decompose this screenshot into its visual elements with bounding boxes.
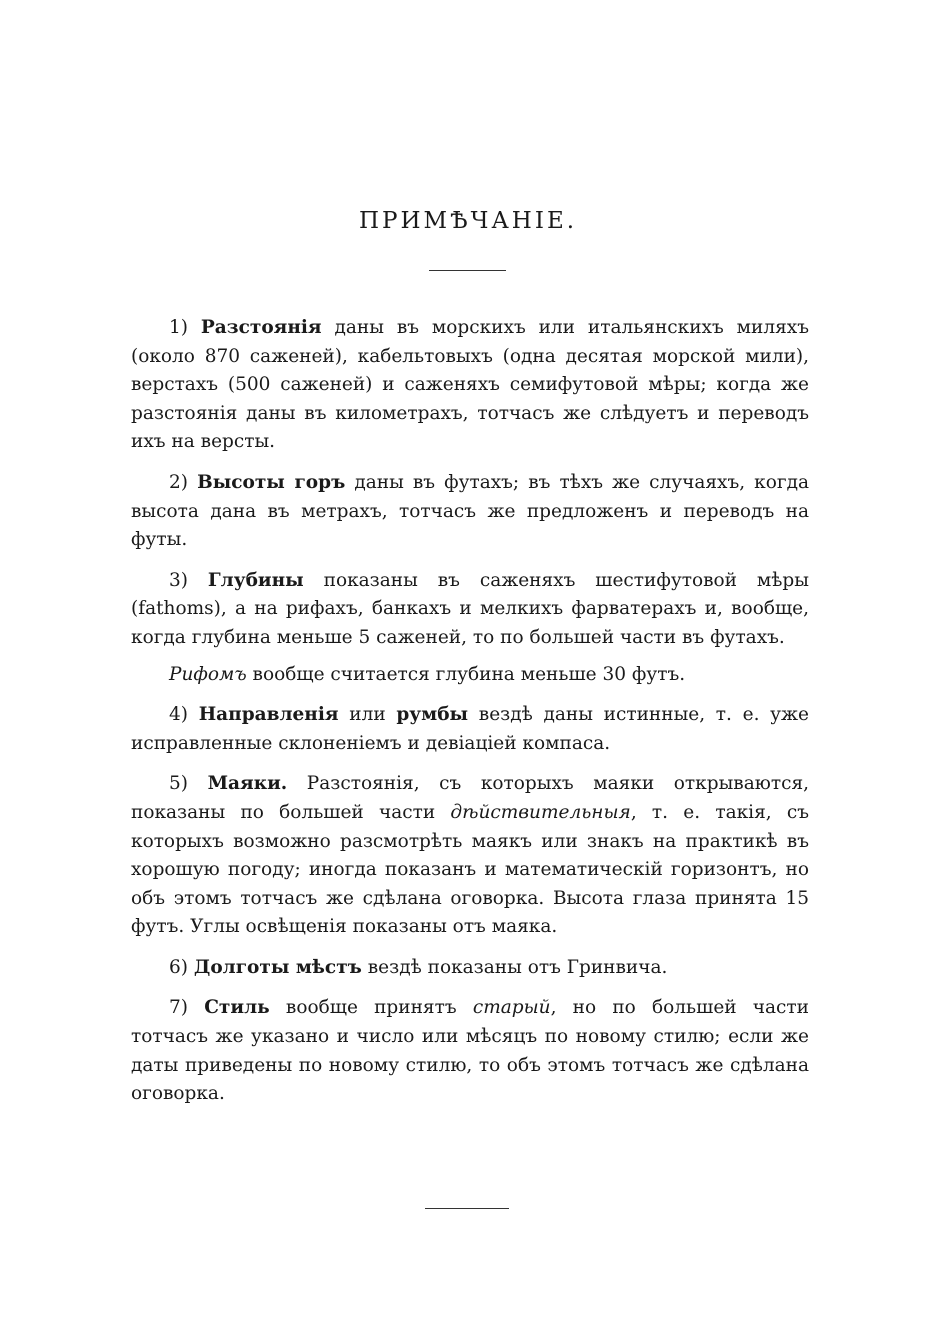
note-depths <box>131 567 809 653</box>
note-term-secondary: румбы <box>396 704 469 726</box>
note-text: даны въ морскихъ или итальянскихъ миляхъ (около 870 саженей), кабельтовыхъ (одна десятая морской мили), верстахъ (500 саженей) и саженяхъ семифутовой мѣры; когда же разстоянія даны въ километрахъ, тотчасъ же слѣдуетъ и переводъ ихъ на версты. <box>131 317 809 453</box>
notes-body <box>131 314 809 1121</box>
note-text: , но по большей части тотчасъ же указано и число или мѣсяцъ по новому стилю; если же даты приведены по новому стилю, то объ этомъ тотчасъ же сдѣлана оговорка. <box>131 997 809 1105</box>
note-term: Стиль <box>204 997 270 1019</box>
page-title: ПРИМѢЧАНІЕ. <box>358 208 578 234</box>
note-number: 4) <box>169 704 188 726</box>
note-term: Маяки. <box>207 773 288 795</box>
note-text: показаны въ саженяхъ шестифутовой мѣры (fathoms), а на рифахъ, банкахъ и мелкихъ фарватерахъ и, вообще, когда глубина меньше 5 саженей, то по большей части въ футахъ. <box>131 569 809 648</box>
note-lighthouses <box>131 770 809 942</box>
note-italic: старый <box>472 997 551 1019</box>
note-number: 5) <box>169 773 188 795</box>
note-directions <box>131 701 809 758</box>
note-term: Долготы мѣстъ <box>193 956 362 978</box>
note-mountain-heights <box>131 469 809 555</box>
note-italic-lead: Рифомъ <box>169 663 247 685</box>
note-reef-definition <box>131 661 809 690</box>
note-text-before-italic: Разстоянія, съ которыхъ маяки открываются, показаны по большей части <box>131 773 809 823</box>
note-longitudes <box>131 954 809 983</box>
note-term: Разстоянія <box>200 317 322 338</box>
note-distances <box>131 314 809 457</box>
note-number: 3) <box>169 569 188 591</box>
title-divider <box>429 270 506 271</box>
note-calendar-style <box>131 994 809 1108</box>
note-text-before-italic: вообще принятъ <box>269 997 473 1019</box>
note-term: Высоты горъ <box>197 471 346 493</box>
note-text: , т. е. такія, съ которыхъ возможно разсмотрѣть маякъ или знакъ на практикѣ въ хорошую погоду; иногда показанъ и математическій горизонтъ, но объ этомъ тотчасъ же сдѣлана оговорка. Высота глаза принята 15 футъ. Углы освѣщенія показаны отъ маяка. <box>131 801 809 938</box>
note-term: Глубины <box>207 569 304 591</box>
note-term: Направленія <box>198 704 339 726</box>
note-text: даны въ футахъ; въ тѣхъ же случаяхъ, когда высота дана въ метрахъ, тотчасъ же предложенъ и переводъ на футы. <box>131 471 809 551</box>
note-text: вообще считается глубина меньше 30 футъ. <box>246 663 686 685</box>
note-number: 7) <box>169 997 188 1019</box>
end-divider <box>425 1208 509 1209</box>
note-number: 6) <box>169 956 188 978</box>
note-mid-text: или <box>338 704 397 726</box>
note-text: вездѣ показаны отъ Гринвича. <box>361 956 668 978</box>
note-number: 1) <box>169 317 188 338</box>
note-number: 2) <box>169 471 188 493</box>
note-text: вездѣ даны истинные, т. е. уже исправленные склоненіемъ и девіацiей компаса. <box>131 704 809 754</box>
note-italic: дѣйствительныя <box>450 801 631 823</box>
